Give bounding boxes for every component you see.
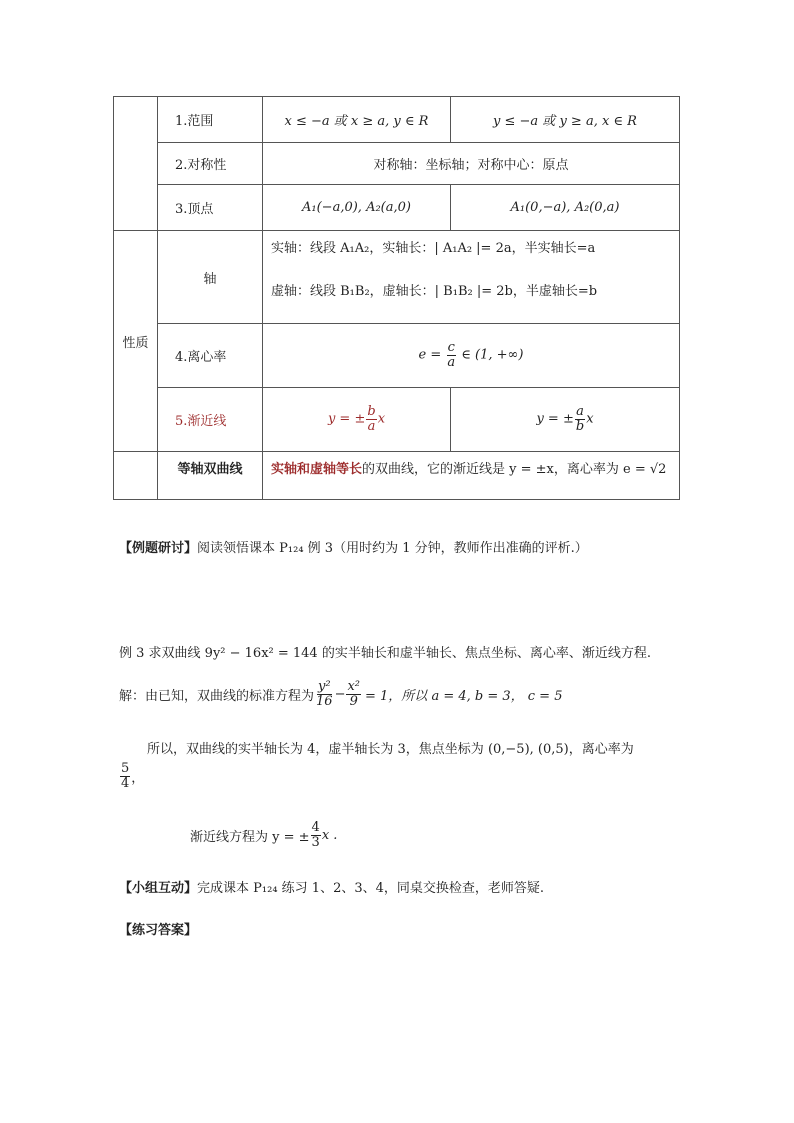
asym-right-den: b [575, 419, 585, 434]
asym-line-num: 4 [311, 820, 320, 835]
vertex-right: A₁(0,−a), A₂(0,a) [451, 185, 680, 231]
vertex-left: A₁(−a,0), A₂(a,0) [263, 185, 451, 231]
label-symmetry: 2.对称性 [158, 143, 263, 185]
group-text: 完成课本 P₁₂₄ 练习 1、2、3、4，同桌交换检查，老师答疑. [197, 881, 545, 896]
solution-so-line: 所以，双曲线的实半轴长为 4，虚半轴长为 3，焦点坐标为 (0,−5), (0,5)，离心率为 [147, 742, 634, 757]
axis-imag: 虚轴：线段 B₁B₂，虚轴长：| B₁B₂ |= 2b，半虚轴长=b [271, 284, 598, 299]
sol-f2-den: 9 [349, 693, 358, 709]
ecc-post: ∈ (1, +∞) [461, 348, 524, 363]
label-vertex: 3.顶点 [158, 185, 263, 231]
answer-heading: 【练习答案】 [119, 923, 198, 938]
example-3-problem: 例 3 求双曲线 9y² − 16x² = 144 的实半轴长和虚半轴长、焦点坐标、离心率、渐近线方程. [119, 646, 651, 661]
equal-axis-highlight: 实轴和虚轴等长 [271, 462, 363, 477]
label-equal-axis: 等轴双曲线 [158, 452, 263, 500]
solution-fraction-1 [315, 680, 334, 708]
asym-right-post: x [586, 412, 594, 427]
asymptote-left [263, 388, 451, 452]
group-tag: 【小组互动】 [119, 881, 198, 896]
asym-left-pre: y = ± [327, 412, 366, 427]
label-axis: 轴 [158, 231, 263, 324]
ecc-value-post: ， [131, 770, 145, 786]
sol-f1-den: 16 [316, 693, 333, 709]
ecc-value-fraction [120, 762, 130, 790]
eccentricity-value [119, 762, 144, 790]
ecc-den: a [447, 355, 456, 370]
label-asymptote: 5.渐近线 [158, 388, 263, 452]
ecc-pre: e = [418, 348, 442, 363]
equal-axis-cell [263, 452, 680, 500]
blank-cell [114, 452, 158, 500]
group-heading [119, 877, 544, 896]
label-range: 1.范围 [158, 97, 263, 143]
asym-left-post: x [377, 412, 386, 427]
asym-line-fraction [311, 821, 321, 849]
range-left: x ≤ −a 或 x ≥ a, y ∈ R [263, 97, 451, 143]
eccentricity-formula [263, 324, 680, 388]
ecc-value-num: 5 [121, 761, 130, 776]
asym-line-den: 3 [311, 834, 320, 850]
example-heading [119, 537, 588, 556]
symmetry-value: 对称轴：坐标轴；对称中心：原点 [263, 143, 680, 185]
asym-right-num: a [576, 404, 584, 420]
asym-left-num: b [367, 404, 376, 420]
asymptote-equation-line [190, 821, 337, 849]
asym-left-fraction [366, 405, 376, 433]
solution-line [119, 680, 562, 708]
axis-cell [263, 231, 680, 324]
solution-fraction-2 [346, 680, 361, 708]
group-cell-blank [114, 97, 158, 231]
example-text: 阅读领悟课本 P₁₂₄ 例 3（用时约为 1 分钟，教师作出准确的评析.） [197, 541, 588, 556]
asym-line-post: x . [321, 827, 338, 843]
group-label-properties: 性质 [114, 231, 158, 452]
asym-right-pre: y = ± [536, 412, 574, 427]
sol-f1-num: y² [318, 679, 331, 694]
axis-real: 实轴：线段 A₁A₂，实轴长：| A₁A₂ |= 2a，半实轴长=a [271, 241, 596, 256]
sol-f2-num: x² [347, 679, 361, 694]
example-tag: 【例题研讨】 [119, 541, 198, 556]
equal-axis-rest: 的双曲线，它的渐近线是 y = ±x，离心率为 e = √2 [362, 462, 667, 477]
asymptote-right [451, 388, 680, 452]
asym-left-den: a [367, 419, 376, 434]
solution-pre: 解：由已知，双曲线的标准方程为 [119, 688, 315, 704]
solution-minus: − [334, 686, 346, 702]
ecc-num: c [447, 340, 455, 356]
ecc-value-den: 4 [121, 775, 130, 791]
hyperbola-properties-table [113, 96, 680, 500]
asym-right-fraction [575, 405, 585, 433]
label-eccentricity: 4.离心率 [158, 324, 263, 388]
asym-line-pre: 渐近线方程为 y = ± [190, 829, 310, 845]
ecc-fraction [446, 341, 456, 369]
range-right: y ≤ −a 或 y ≥ a, x ∈ R [451, 97, 680, 143]
solution-post: = 1，所以 a = 4, b = 3， c = 5 [365, 688, 563, 704]
